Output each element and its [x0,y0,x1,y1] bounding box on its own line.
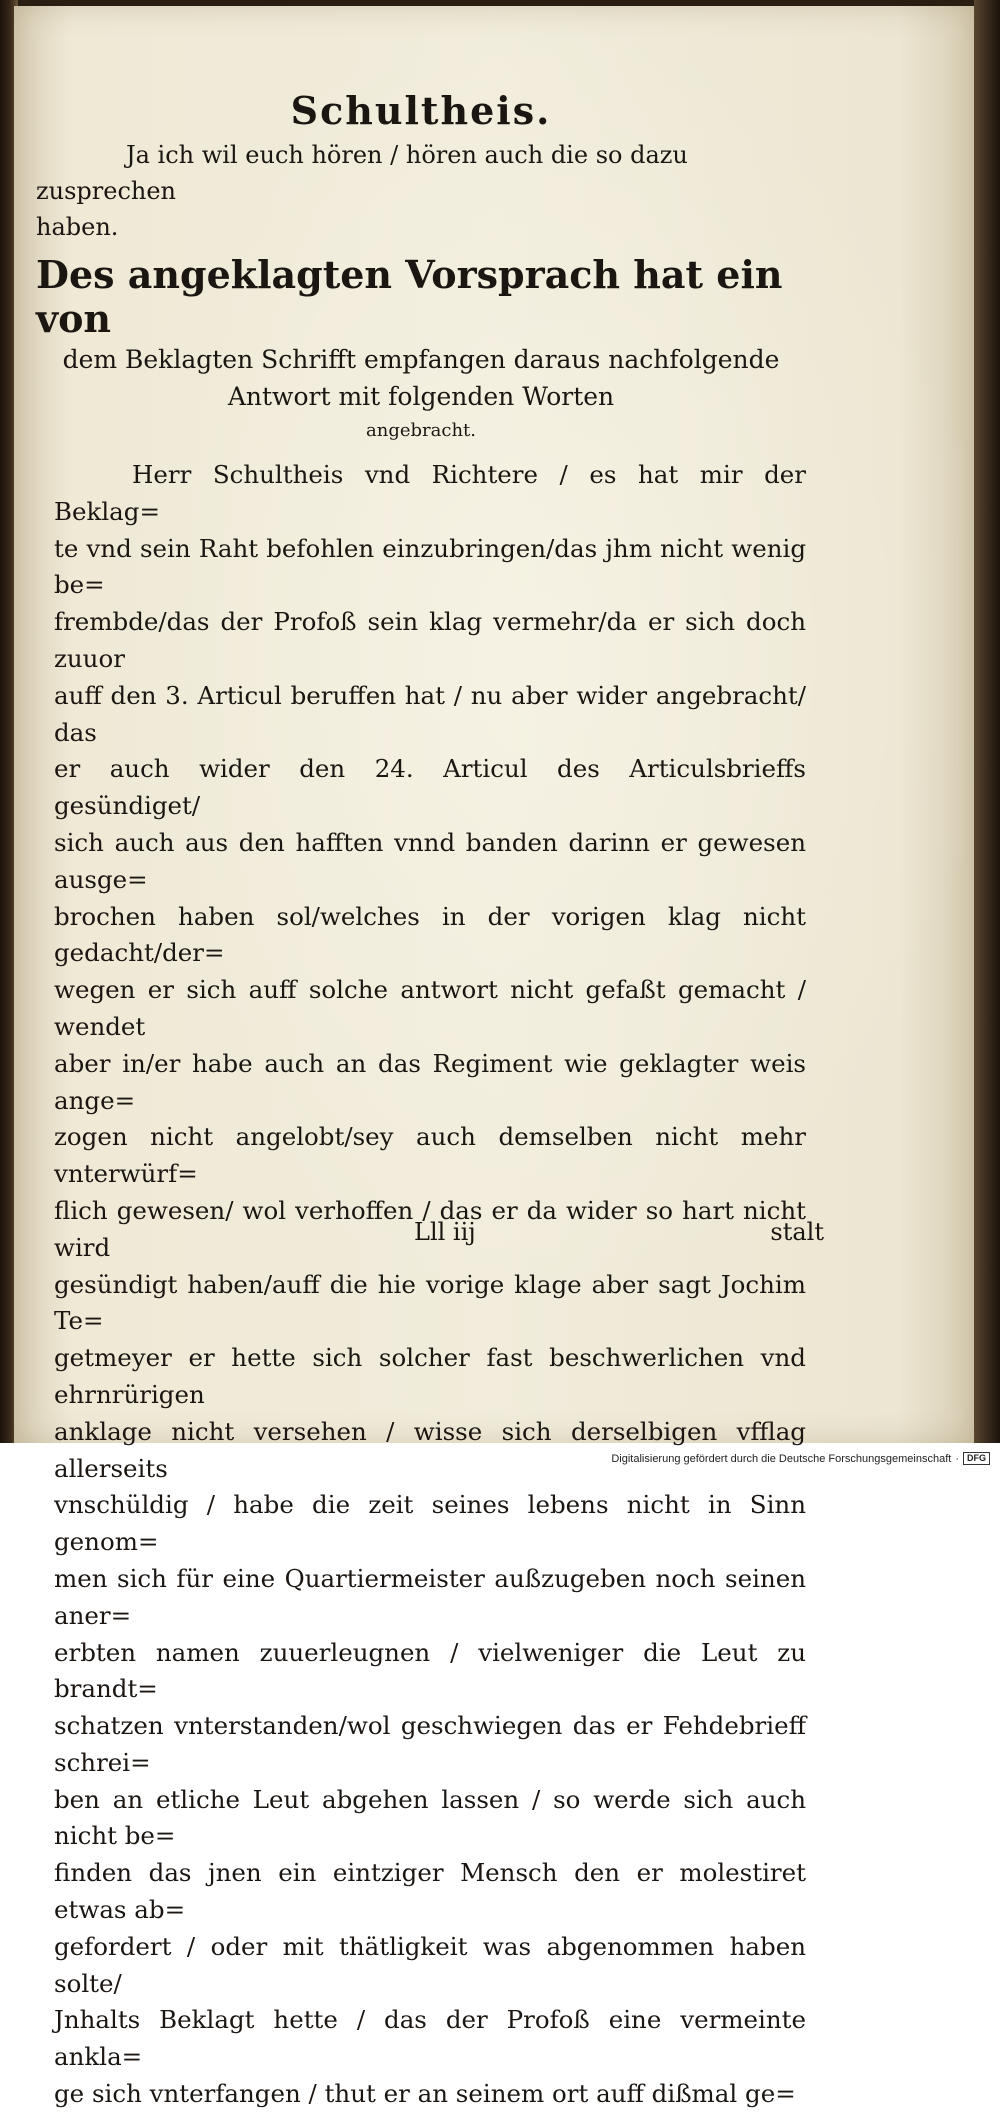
body-line: flich gewesen/ wol verhoffen / das er da wider so hart nicht wird [54,1195,806,1262]
section-subtitle-line: Antwort mit folgenden Worten [227,382,615,411]
section-subtitle-last: angebracht. [366,420,476,441]
body-line: zogen nicht angelobt/sey auch demselben nicht mehr vnterwürf= [54,1122,806,1189]
body-line: ben an etliche Leut abgehen lassen / so werde sich auch nicht be= [54,1784,806,1851]
speech-line: Ja ich wil euch hören / hören auch die so dazu zusprechen [36,141,688,205]
body-line: auff den 3. Articul beruffen hat / nu aber wider angebracht/ das [54,680,806,747]
section-subtitle-line: dem Beklagten Schrifft empfangen daraus nachfolgende [62,345,780,374]
body-paragraph [36,457,806,2113]
body-line: schatzen vnterstanden/wol geschwiegen das er Fehdebrieff schrei= [54,1711,806,1777]
body-line: men sich für eine Quartiermeister außzugeben noch seinen aner= [54,1563,806,1630]
body-line: wegen er sich auff solche antwort nicht gefaßt gemacht / wendet [54,975,806,1041]
body-line: Jnhalts Beklagt hette / das der Profoß eine vermeinte ankla= [54,2005,806,2072]
body-line: frembde/das der Profoß sein klag vermehr/da er sich doch zuuor [54,607,806,673]
body-line: gesündigt haben/auff die hie vorige klage aber sagt Jochim Te= [54,1269,806,1336]
body-line: brochen haben sol/welches in der vorigen klag nicht gedacht/der= [54,901,806,968]
body-line: erbten namen zuuerleugnen / vielweniger die Leut zu brandt= [54,1637,806,1704]
digitization-credit: Digitalisierung gefördert durch die Deutsche Forschungsgemeinschaft · DFG [611,1452,990,1465]
credit-text: Digitalisierung gefördert durch die Deutsche Forschungsgemeinschaft [611,1452,952,1465]
speaker-heading: Schultheis. [290,88,552,133]
body-line: anklage nicht versehen / wisse sich derselbigen vfflag allerseits [54,1416,806,1483]
body-line: er auch wider den 24. Articul des Articulsbrieffs gesündiget/ [54,754,806,821]
body-line: te vnd sein Raht befohlen einzubringen/das jhm nicht wenig be= [54,533,806,600]
body-line: Herr Schultheis vnd Richtere / es hat mir der Beklag= [54,460,806,526]
text-block [36,76,806,2113]
speech-line: haben. [36,213,119,241]
catchword: stalt [770,1218,824,1246]
body-line: ge sich vnterfangen / thut er an seinem ort auff dißmal ge= [54,2079,796,2109]
signature-mark: Lll iij [414,1218,476,1246]
body-line: finden das jnen ein eintziger Mensch den er molestiret etwas ab= [54,1858,806,1925]
page-right-edge [974,0,1000,1443]
body-line: sich auch aus den hafften vnnd banden darinn er gewesen ausge= [54,827,806,894]
body-line: aber in/er habe auch an das Regiment wie geklagter weis ange= [54,1048,806,1115]
body-line: gefordert / oder mit thätligkeit was abgenommen haben solte/ [54,1931,806,1998]
dfg-logo: DFG [963,1452,990,1465]
body-line: getmeyer er hette sich solcher fast beschwerlichen vnd ehrnrürigen [54,1343,806,1409]
section-title: Des angeklagten Vorsprach hat ein von [36,252,783,341]
body-line: vnschüldig / habe die zeit seines lebens nicht in Sinn genom= [54,1490,806,1557]
